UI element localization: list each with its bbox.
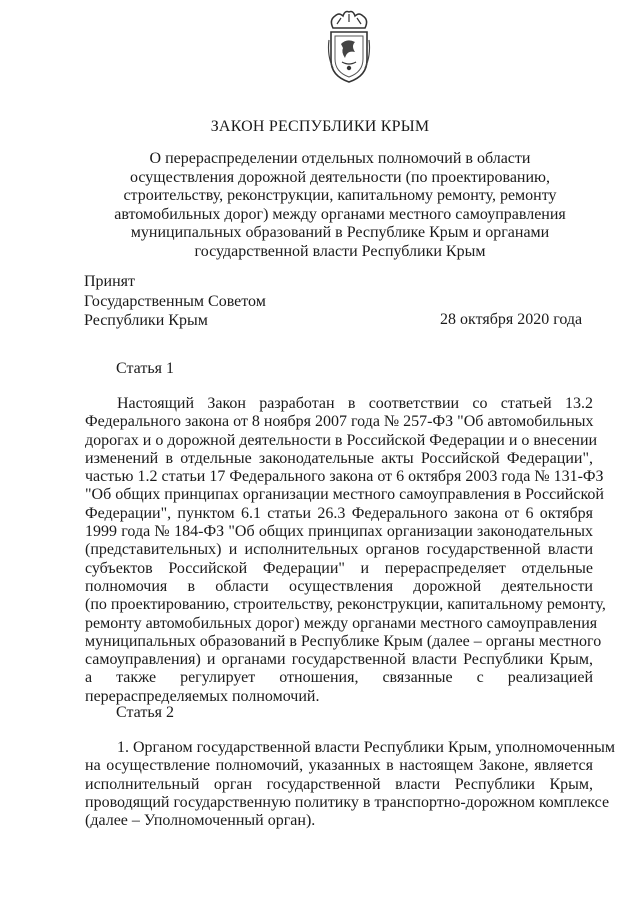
text-line: (далее – Уполномоченный орган). xyxy=(85,812,316,830)
text-line: полномочия в области осуществления дорожной деятельности xyxy=(85,577,593,595)
text-line: Федерации", пунктом 6.1 статьи 26.3 Федерального закона от 6 октября xyxy=(85,504,593,522)
text-line: Настоящий Закон разработан в соответствии со статьей 13.2 xyxy=(117,395,593,412)
text-line: Федерального закона от 8 ноября 2007 года № 257-ФЗ "Об автомобильных xyxy=(85,413,594,431)
article-1-heading: Статья 1 xyxy=(116,360,174,377)
law-title: ЗАКОН РЕСПУБЛИКИ КРЫМ xyxy=(210,118,430,135)
text-line: исполнительный орган государственной власти Республики Крым, xyxy=(85,775,593,793)
subtitle-line: государственной власти Республики Крым xyxy=(194,242,486,260)
text-line: 1. Органом государственной власти Республики Крым, уполномоченным xyxy=(117,739,615,756)
text-line: частью 1.2 статьи 17 Федерального закона от 6 октября 2003 года № 131-ФЗ xyxy=(85,468,604,486)
text-line: проводящий государственную политику в транспортно-дорожном комплексе xyxy=(85,793,610,811)
law-subtitle xyxy=(110,150,570,262)
subtitle-line: осуществления дорожной деятельности (по проектированию, xyxy=(129,168,551,186)
coat-of-arms-icon xyxy=(325,10,373,86)
text-line: ремонту автомобильных дорог) между органами местного самоуправления xyxy=(85,614,598,632)
adoption-date: 28 октября 2020 года xyxy=(440,311,583,328)
subtitle-line: О перераспределении отдельных полномочий в области xyxy=(149,150,531,167)
text-line: перераспределяемых полномочий. xyxy=(85,687,320,705)
text-line: муниципальных образований в Республике Крым (далее – органы местного xyxy=(85,632,602,650)
text-line: самоуправления) и органами государственной власти Республики Крым, xyxy=(85,651,593,669)
text-line: (представительных) и исполнительных органов государственной власти xyxy=(85,541,593,559)
subtitle-line: муниципальных образований в Республике Крым и органами xyxy=(130,224,550,242)
text-line: "Об общих принципах организации местного самоуправления в Российской xyxy=(85,486,604,504)
text-line: субъектов Российской Федерации" и перераспределяет отдельные xyxy=(85,559,593,577)
text-line: на осуществление полномочий, указанных в настоящем Законе, является xyxy=(85,757,593,775)
adoption-line: Республики Крым xyxy=(84,312,208,329)
adoption-line: Принят xyxy=(84,273,136,290)
subtitle-line: автомобильных дорог) между органами местного самоуправления xyxy=(114,205,566,223)
subtitle-line: строительству, реконструкции, капитальному ремонту, ремонту xyxy=(123,187,557,205)
article-2-heading: Статья 2 xyxy=(116,704,174,721)
adoption-line: Государственным Советом xyxy=(84,292,266,310)
article-2-text xyxy=(85,739,615,830)
article-1-text xyxy=(85,395,606,706)
text-line: 1999 года № 184-ФЗ "Об общих принципах организации законодательных xyxy=(85,523,593,541)
text-line: дорогах и о дорожной деятельности в Российской Федерации и о внесении xyxy=(85,431,598,449)
text-line: (по проектированию, строительству, реконструкции, капитальному ремонту, xyxy=(85,596,606,614)
text-line: изменений в отдельные законодательные акты Российской Федерации", xyxy=(85,449,593,467)
text-line: а также регулирует отношения, связанные с реализацией xyxy=(85,669,593,687)
adoption-block xyxy=(84,272,266,331)
